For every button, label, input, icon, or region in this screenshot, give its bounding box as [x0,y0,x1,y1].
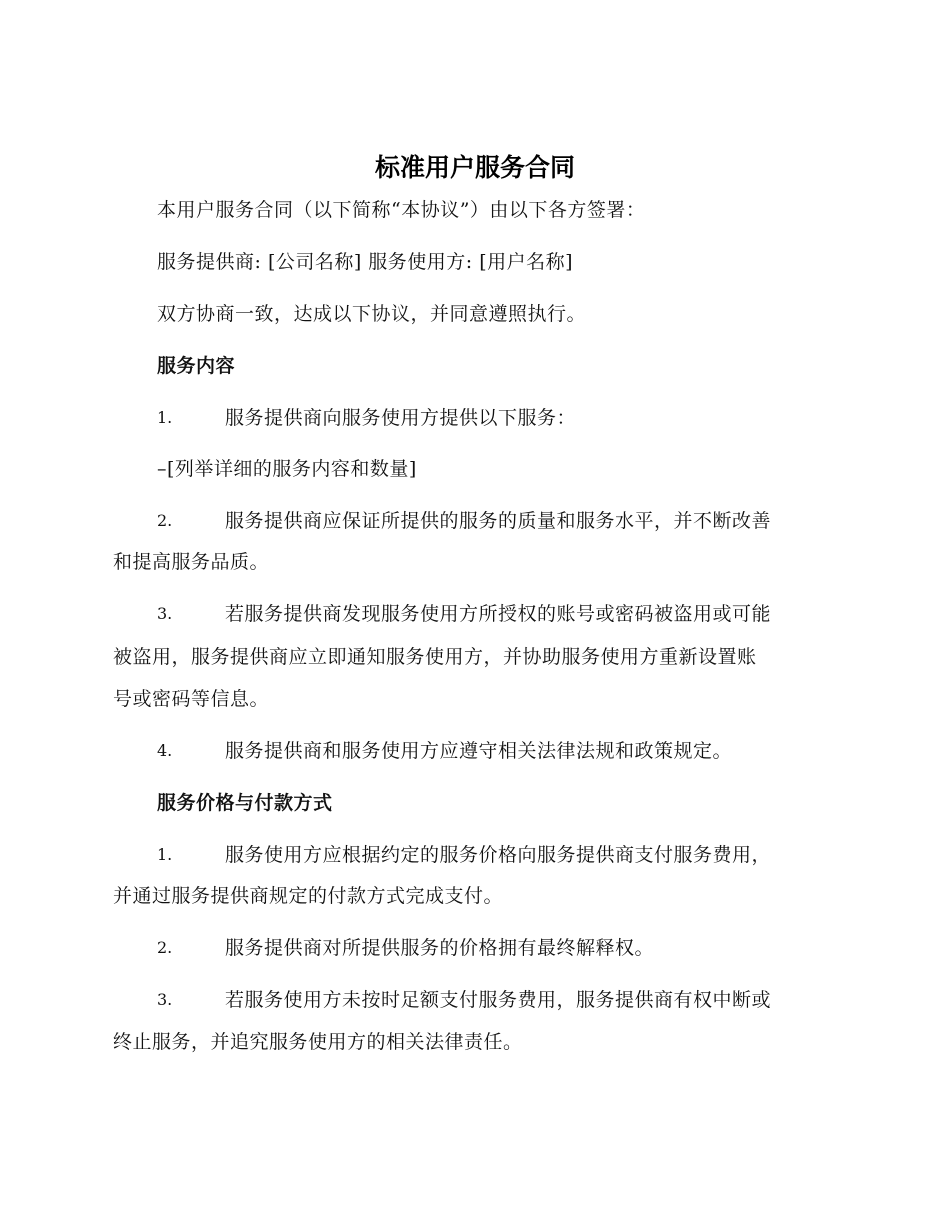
list-item-number: 3. [157,604,173,623]
list-item-text: 服务提供商应保证所提供的服务的质量和服务水平，并不断改善 [225,510,772,532]
list-item-text: 服务提供商对所提供服务的价格拥有最终解释权。 [225,937,655,959]
list-item-number: 2. [157,511,173,530]
section-heading-service-content: 服务内容 [157,355,236,377]
list-item-continuation: 被盗用，服务提供商应立即通知服务使用方，并协助服务使用方重新设置账 [113,646,757,668]
list-item-subline: –[列举详细的服务内容和数量] [157,458,417,480]
list-item-continuation: 并通过服务提供商规定的付款方式完成支付。 [113,885,504,907]
consent-paragraph: 双方协商一致，达成以下协议，并同意遵照执行。 [157,303,587,325]
list-item-number: 3. [157,990,173,1009]
intro-paragraph: 本用户服务合同（以下简称“本协议”）由以下各方签署： [157,199,646,221]
list-item-number: 1. [157,845,173,864]
list-item-continuation: 终止服务，并追究服务使用方的相关法律责任。 [113,1031,523,1053]
list-item-number: 2. [157,938,173,957]
list-item-text: 服务提供商向服务使用方提供以下服务： [225,407,577,429]
list-item-text: 若服务使用方未按时足额支付服务费用，服务提供商有权中断或 [225,989,772,1011]
list-item-number: 1. [157,408,173,427]
parties-paragraph: 服务提供商: [公司名称] 服务使用方: [用户名称] [157,251,574,273]
list-item-continuation: 和提高服务品质。 [113,551,270,573]
section-heading-price-payment: 服务价格与付款方式 [157,792,333,814]
list-item-continuation: 号或密码等信息。 [113,688,270,710]
list-item-text: 若服务提供商发现服务使用方所授权的账号或密码被盗用或可能 [225,603,772,625]
list-item-number: 4. [157,741,173,760]
list-item-text: 服务提供商和服务使用方应遵守相关法律法规和政策规定。 [225,740,733,762]
list-item-text: 服务使用方应根据约定的服务价格向服务提供商支付服务费用， [225,844,772,866]
page-title: 标准用户服务合同 [374,153,575,182]
